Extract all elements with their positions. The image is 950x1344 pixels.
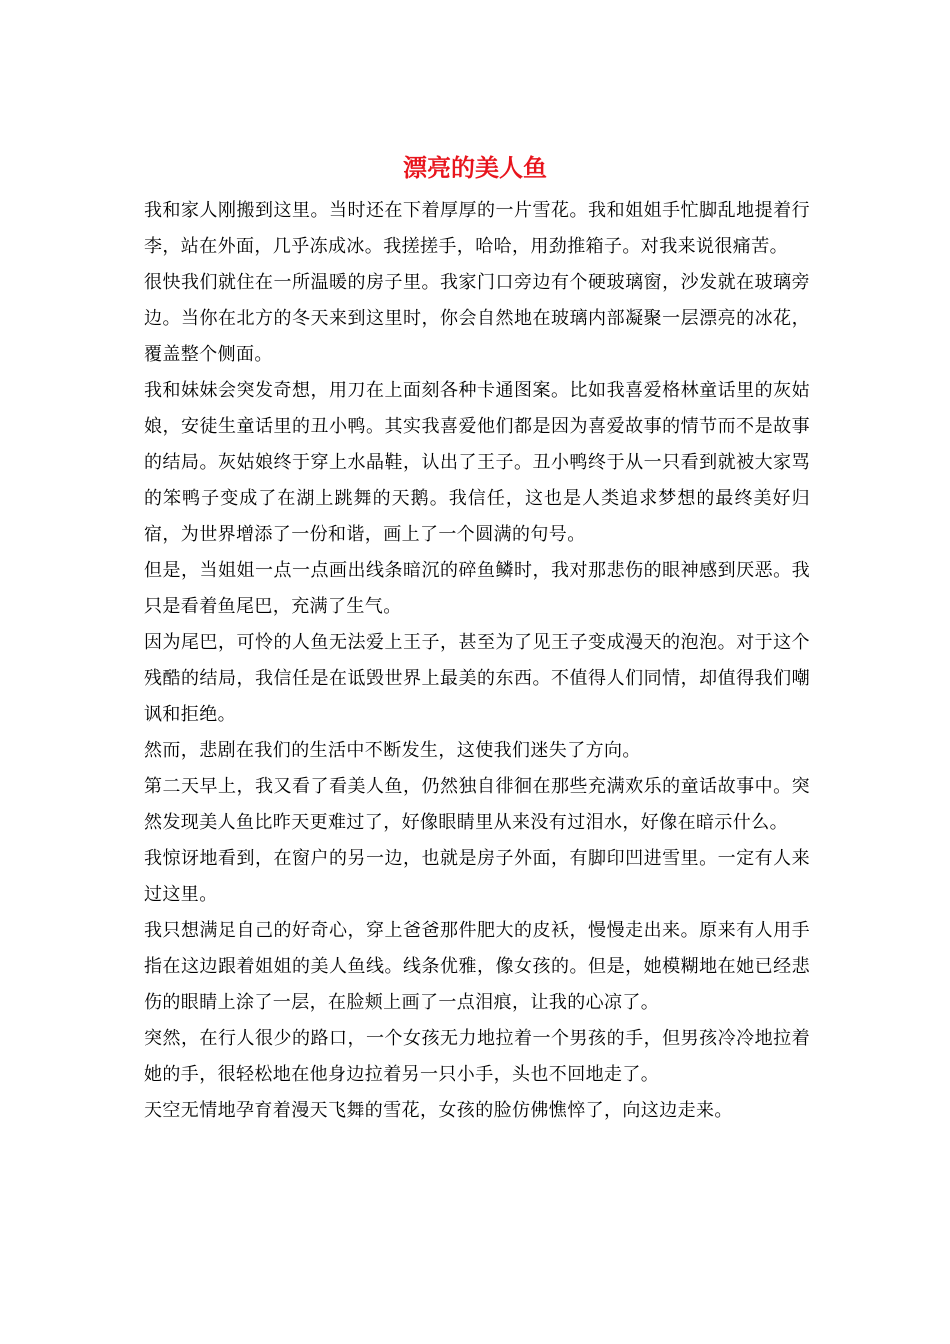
paragraph-4: 但是，当姐姐一点一点画出线条暗沉的碎鱼鳞时，我对那悲伤的眼神感到厌恶。我只是看着鱼尾巴，充满了生气。	[144, 560, 810, 617]
paragraph-10: 突然，在行人很少的路口，一个女孩无力地拉着一个男孩的手，但男孩冷冷地拉着她的手，很轻松地在他身边拉着另一只小手，头也不回地走了。	[144, 1028, 810, 1085]
paragraph-5: 因为尾巴，可怜的人鱼无法爱上王子，甚至为了见王子变成漫天的泡泡。对于这个残酷的结局，我信任是在诋毁世界上最美的东西。不值得人们同情，却值得我们嘲讽和拒绝。	[144, 632, 810, 725]
paragraph-11: 天空无情地孕育着漫天飞舞的雪花，女孩的脸仿佛憔悴了，向这边走来。	[144, 1100, 733, 1121]
paragraph-9: 我只想满足自己的好奇心，穿上爸爸那件肥大的皮袄，慢慢走出来。原来有人用手指在这边跟着姐姐的美人鱼线。线条优雅，像女孩的。但是，她模糊地在她已经悲伤的眼睛上涂了一层，在脸颊上画了一点泪痕，让我的心凉了。	[144, 920, 810, 1013]
page-title: 漂亮的美人鱼	[403, 153, 547, 182]
document-body	[144, 193, 810, 1129]
paragraph-8: 我惊讶地看到，在窗户的另一边，也就是房子外面，有脚印凹进雪里。一定有人来过这里。	[144, 848, 810, 905]
paragraph-3: 我和妹妹会突发奇想，用刀在上面刻各种卡通图案。比如我喜爱格林童话里的灰姑娘，安徒生童话里的丑小鸭。其实我喜爱他们都是因为喜爱故事的情节而不是故事的结局。灰姑娘终于穿上水晶鞋，认出了王子。丑小鸭终于从一只看到就被大家骂的笨鸭子变成了在湖上跳舞的天鹅。我信任，这也是人类追求梦想的最终美好归宿，为世界增添了一份和谐，画上了一个圆满的句号。	[144, 380, 810, 545]
paragraph-2: 很快我们就住在一所温暖的房子里。我家门口旁边有个硬玻璃窗，沙发就在玻璃旁边。当你在北方的冬天来到这里时，你会自然地在玻璃内部凝聚一层漂亮的冰花，覆盖整个侧面。	[144, 272, 810, 365]
paragraph-6: 然而，悲剧在我们的生活中不断发生，这使我们迷失了方向。	[144, 740, 641, 761]
paragraph-7: 第二天早上，我又看了看美人鱼，仍然独自徘徊在那些充满欢乐的童话故事中。突然发现美人鱼比昨天更难过了，好像眼睛里从来没有过泪水，好像在暗示什么。	[144, 776, 810, 833]
paragraph-1: 我和家人刚搬到这里。当时还在下着厚厚的一片雪花。我和姐姐手忙脚乱地提着行李，站在外面，几乎冻成冰。我搓搓手，哈哈，用劲推箱子。对我来说很痛苦。	[144, 200, 810, 257]
